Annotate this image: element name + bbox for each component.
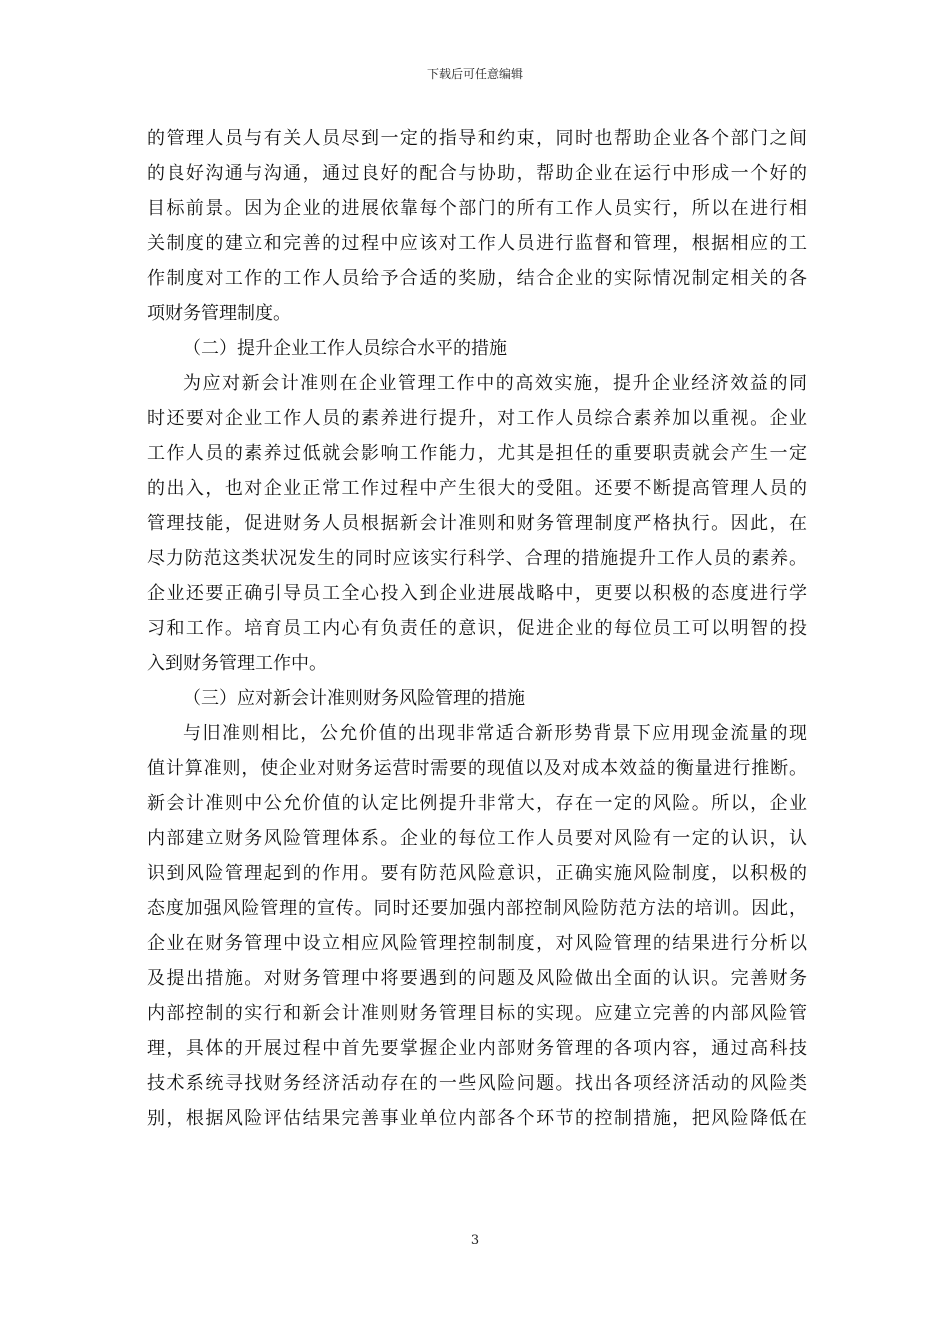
text-line: 目标前景。因为企业的进展依靠每个部门的所有工作人员实行，所以在进行相 [147, 198, 807, 219]
page-header: 下载后可任意编辑 [426, 67, 523, 81]
text-line: 技术系统寻找财务经济活动存在的一些风险问题。找出各项经济活动的风险类 [147, 1073, 807, 1094]
section-heading: （二）提升企业工作人员综合水平的措施 [183, 338, 507, 359]
text-line: 理，具体的开展过程中首先要掌握企业内部财务管理的各项内容，通过高科技 [147, 1038, 807, 1059]
text-line: 内部建立财务风险管理体系。企业的每位工作人员要对风险有一定的认识，认 [147, 828, 807, 849]
text-line: 新会计准则中公允价值的认定比例提升非常大，存在一定的风险。所以，企业 [147, 793, 807, 814]
paragraph-first-line: 与旧准则相比，公允价值的出现非常适合新形势背景下应用现金流量的现 [183, 723, 807, 744]
text-line: 习和工作。培育员工内心有负责任的意识，促进企业的每位员工可以明智的投 [147, 618, 807, 639]
text-line: 项财务管理制度。 [147, 303, 291, 324]
text-line: 的出入，也对企业正常工作过程中产生很大的受阻。还要不断提高管理人员的 [147, 478, 807, 499]
text-line: 工作人员的素养过低就会影响工作能力，尤其是担任的重要职责就会产生一定 [147, 443, 807, 464]
text-line: 值计算准则，使企业对财务运营时需要的现值以及对成本效益的衡量进行推断。 [147, 758, 807, 779]
text-line: 入到财务管理工作中。 [147, 653, 327, 674]
text-line: 关制度的建立和完善的过程中应该对工作人员进行监督和管理，根据相应的工 [147, 233, 807, 254]
text-line: 别，根据风险评估结果完善事业单位内部各个环节的控制措施，把风险降低在 [147, 1108, 807, 1129]
text-line: 作制度对工作的工作人员给予合适的奖励，结合企业的实际情况制定相关的各 [147, 268, 807, 289]
text-line: 的管理人员与有关人员尽到一定的指导和约束，同时也帮助企业各个部门之间 [147, 128, 807, 149]
text-line: 识到风险管理起到的作用。要有防范风险意识，正确实施风险制度，以积极的 [147, 863, 807, 884]
text-line: 态度加强风险管理的宣传。同时还要加强内部控制风险防范方法的培训。因此， [147, 898, 807, 919]
text-line: 企业在财务管理中设立相应风险管理控制制度，对风险管理的结果进行分析以 [147, 933, 807, 954]
text-line: 尽力防范这类状况发生的同时应该实行科学、合理的措施提升工作人员的素养。 [147, 548, 807, 569]
page-number: 3 [470, 1233, 480, 1248]
text-line: 的良好沟通与沟通，通过良好的配合与协助，帮助企业在运行中形成一个好的 [147, 163, 807, 184]
text-line: 及提出措施。对财务管理中将要遇到的问题及风险做出全面的认识。完善财务 [147, 968, 807, 989]
text-line: 时还要对企业工作人员的素养进行提升，对工作人员综合素养加以重视。企业 [147, 408, 807, 429]
text-line: 企业还要正确引导员工全心投入到企业进展战略中，更要以积极的态度进行学 [147, 583, 807, 604]
paragraph-first-line: 为应对新会计准则在企业管理工作中的高效实施，提升企业经济效益的同 [183, 373, 807, 394]
text-line: 内部控制的实行和新会计准则财务管理目标的实现。应建立完善的内部风险管 [147, 1003, 807, 1024]
text-line: 管理技能，促进财务人员根据新会计准则和财务管理制度严格执行。因此，在 [147, 513, 807, 534]
body-text [147, 121, 807, 1136]
section-heading: （三）应对新会计准则财务风险管理的措施 [183, 688, 525, 709]
